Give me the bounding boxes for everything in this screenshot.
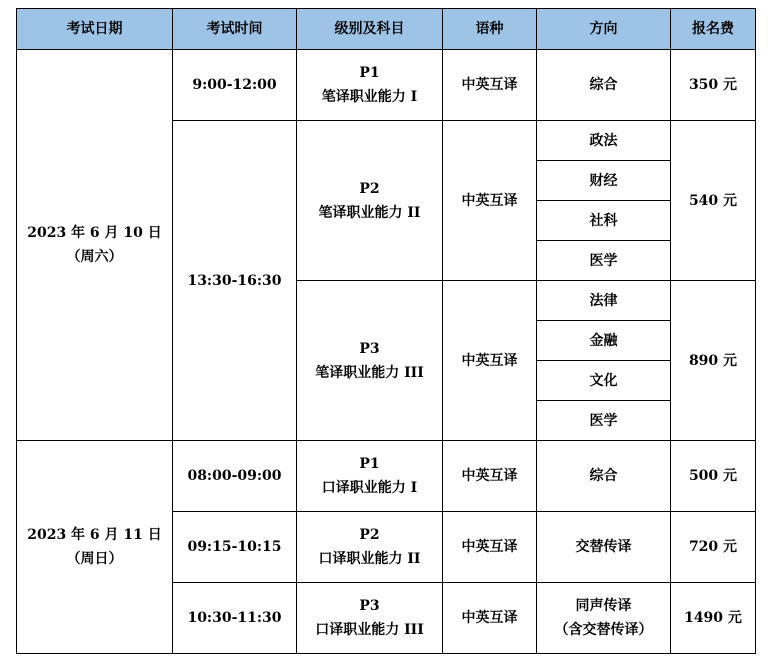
direction-line: 同声传译: [575, 598, 632, 614]
exam-date-cell: [17, 50, 173, 441]
level-code: P1: [359, 65, 380, 81]
language: 中英互译: [443, 281, 537, 441]
direction: 金融: [537, 321, 671, 361]
exam-date-cell: [17, 441, 173, 654]
exam-time: 10:30-11:30: [173, 583, 297, 654]
level-code: P2: [359, 180, 380, 197]
level-subject-cell: [297, 441, 443, 512]
direction: 社科: [537, 201, 671, 241]
level-subject-cell: [297, 281, 443, 441]
header-exam-date: 考试日期: [17, 9, 173, 50]
level-subject-cell: [297, 121, 443, 281]
exam-time: 09:15-10:15: [173, 512, 297, 583]
direction: 综合: [537, 50, 671, 121]
level-subject-cell: [297, 583, 443, 654]
direction: 法律: [537, 281, 671, 321]
subject-name: 笔译职业能力 I: [321, 89, 418, 105]
fee: 540 元: [671, 121, 756, 281]
level-code: P2: [359, 527, 380, 543]
header-language: 语种: [443, 9, 537, 50]
language: 中英互译: [443, 441, 537, 512]
direction: 文化: [537, 361, 671, 401]
direction: [537, 583, 671, 654]
subject-name: 口译职业能力 III: [315, 622, 424, 638]
direction: 财经: [537, 161, 671, 201]
direction: [537, 512, 671, 583]
exam-time: 13:30-16:30: [173, 121, 297, 441]
exam-weekday: （周日）: [66, 551, 123, 567]
direction-line: （含交替传译）: [554, 622, 653, 638]
exam-weekday: （周六）: [66, 249, 123, 265]
fee: 720 元: [671, 512, 756, 583]
fee: 890 元: [671, 281, 756, 441]
table-row: [17, 441, 756, 512]
level-code: P3: [359, 598, 380, 614]
direction: 政法: [537, 121, 671, 161]
language: 中英互译: [443, 121, 537, 281]
direction: [537, 441, 671, 512]
exam-schedule-table: [16, 8, 756, 654]
subject-name: 口译职业能力 I: [321, 480, 418, 496]
header-direction: 方向: [537, 9, 671, 50]
exam-time: 9:00-12:00: [173, 50, 297, 121]
subject-name: 笔译职业能力 II: [318, 204, 421, 221]
header-exam-time: 考试时间: [173, 9, 297, 50]
direction: 医学: [537, 241, 671, 281]
direction-line: 交替传译: [575, 539, 632, 555]
fee: 1490 元: [671, 583, 756, 654]
fee: 350 元: [671, 50, 756, 121]
subject-name: 口译职业能力 II: [318, 551, 421, 567]
language: 中英互译: [443, 50, 537, 121]
exam-date: 2023 年 6 月 11 日: [27, 527, 162, 543]
exam-time: 08:00-09:00: [173, 441, 297, 512]
direction-line: 综合: [589, 468, 618, 484]
header-level-subject: 级别及科目: [297, 9, 443, 50]
level-code: P1: [359, 456, 380, 472]
fee: 500 元: [671, 441, 756, 512]
subject-name: 笔译职业能力 III: [315, 364, 424, 381]
header-fee: 报名费: [671, 9, 756, 50]
level-subject-cell: [297, 50, 443, 121]
language: 中英互译: [443, 512, 537, 583]
header-row: [17, 9, 756, 50]
table-row: [17, 50, 756, 121]
level-code: P3: [359, 340, 380, 357]
exam-date: 2023 年 6 月 10 日: [27, 225, 162, 241]
level-subject-cell: [297, 512, 443, 583]
language: 中英互译: [443, 583, 537, 654]
direction: 医学: [537, 401, 671, 441]
